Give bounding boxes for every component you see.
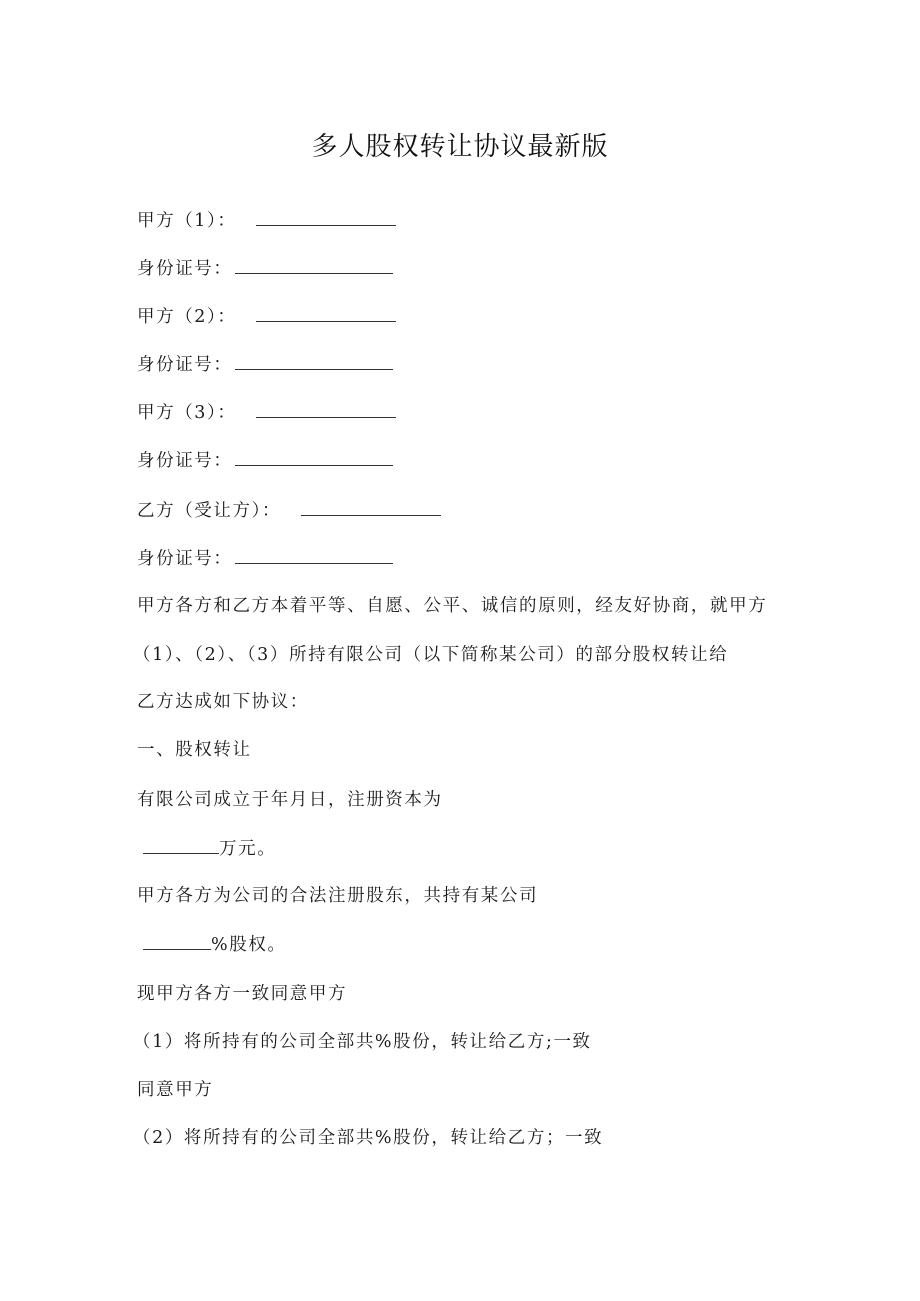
party-2-blank xyxy=(256,304,396,322)
capital-blank xyxy=(143,836,219,854)
party-b-id-blank xyxy=(235,546,393,564)
party-1-id-line xyxy=(137,256,393,281)
equity-unit: %股权。 xyxy=(211,935,287,955)
party-b-line xyxy=(137,498,441,523)
section-1-line-8: （2）将所持有的公司全部共%股份，转让给乙方；一致 xyxy=(133,1128,604,1148)
party-1-id-label: 身份证号： xyxy=(137,259,233,279)
party-2-id-blank xyxy=(235,352,393,370)
party-3-label: 甲方（3）： xyxy=(137,403,237,423)
party-1-label: 甲方（1）： xyxy=(137,211,237,231)
party-3-id-line xyxy=(137,448,393,473)
intro-line-2: （1）、（2）、（3）所持有限公司（以下简称某公司）的部分股权转让给 xyxy=(133,645,729,665)
party-3-blank xyxy=(256,400,396,418)
party-2-id-line xyxy=(137,352,393,377)
intro-line-3: 乙方达成如下协议： xyxy=(137,692,309,712)
party-b-id-line xyxy=(137,546,393,571)
intro-line-1: 甲方各方和乙方本着平等、自愿、公平、诚信的原则，经友好协商，就甲方 xyxy=(137,596,768,616)
party-2-line xyxy=(137,304,396,329)
section-1-line-2 xyxy=(141,836,276,861)
equity-blank xyxy=(143,932,211,950)
section-1-line-4 xyxy=(141,932,287,957)
section-1-line-3: 甲方各方为公司的合法注册股东，共持有某公司 xyxy=(137,886,539,906)
party-1-line xyxy=(137,208,396,233)
party-1-blank xyxy=(256,208,396,226)
document-title: 多人股权转让协议最新版 xyxy=(311,132,609,162)
party-b-blank xyxy=(301,498,441,516)
section-1-line-7: 同意甲方 xyxy=(137,1080,214,1100)
party-3-id-blank xyxy=(235,448,393,466)
party-3-line xyxy=(137,400,396,425)
party-3-id-label: 身份证号： xyxy=(137,451,233,471)
section-1-heading: 一、股权转让 xyxy=(137,740,252,760)
party-1-id-blank xyxy=(235,256,393,274)
section-1-line-6: （1）将所持有的公司全部共%股份，转让给乙方;一致 xyxy=(133,1032,592,1052)
party-b-id-label: 身份证号： xyxy=(137,549,233,569)
capital-unit: 万元。 xyxy=(219,839,277,859)
party-b-label: 乙方（受让方）： xyxy=(137,501,282,521)
section-1-line-1: 有限公司成立于年月日，注册资本为 xyxy=(137,790,443,810)
party-2-id-label: 身份证号： xyxy=(137,355,233,375)
section-1-line-5: 现甲方各方一致同意甲方 xyxy=(137,984,348,1004)
party-2-label: 甲方（2）： xyxy=(137,307,237,327)
